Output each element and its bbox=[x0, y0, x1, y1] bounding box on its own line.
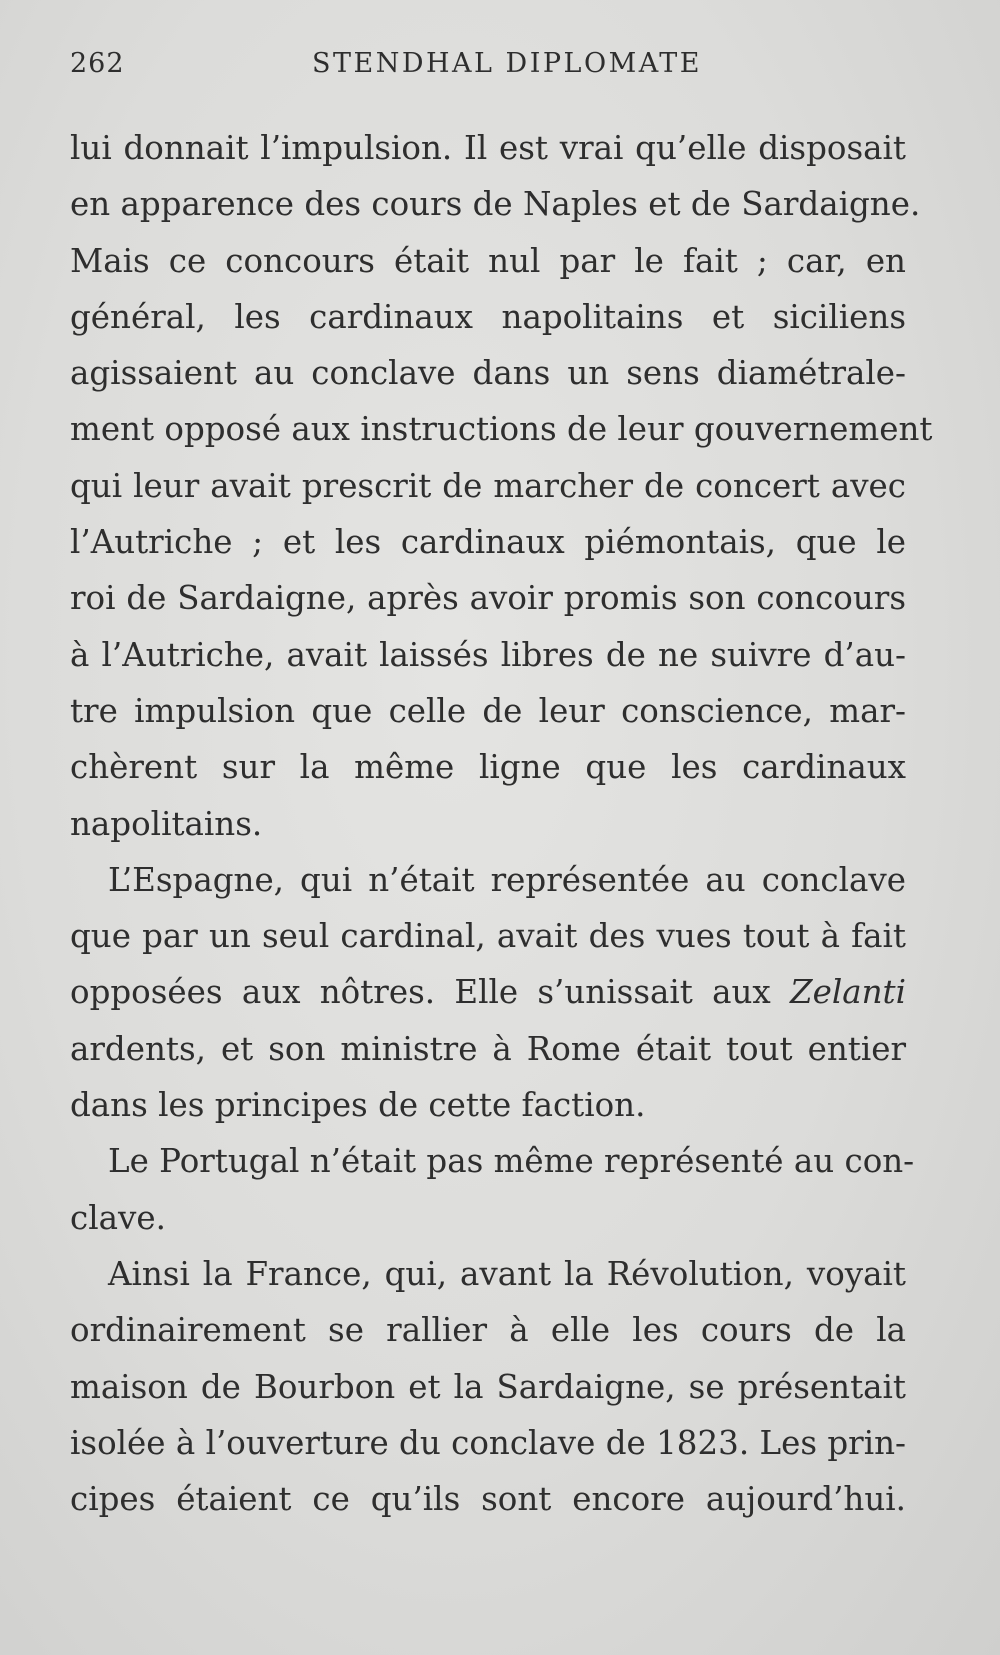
text-line: à l’Autriche, avait laissés libres de ne suivre d’au- bbox=[70, 635, 906, 674]
text-line: roi de Sardaigne, après avoir promis son concours bbox=[70, 579, 906, 618]
text-line: maison de Bourbon et la Sardaigne, se présentait bbox=[70, 1367, 906, 1406]
running-head bbox=[70, 48, 910, 88]
text-line-with-italic bbox=[70, 964, 906, 1020]
text-line: Ainsi la France, qui, avant la Révolution, voyait bbox=[108, 1254, 906, 1293]
text-line: agissaient au conclave dans un sens diamétrale- bbox=[70, 354, 906, 393]
text-line: napolitains. bbox=[70, 804, 263, 843]
text-line: clave. bbox=[70, 1198, 166, 1237]
text-line: ordinairement se rallier à elle les cours de la bbox=[70, 1311, 906, 1350]
text-line: L’Espagne, qui n’était représentée au conclave bbox=[108, 860, 906, 899]
body-text bbox=[70, 120, 933, 1527]
text-line: ardents, et son ministre à Rome était tout entier bbox=[70, 1029, 906, 1068]
text-line: chèrent sur la même ligne que les cardinaux bbox=[70, 748, 906, 787]
text-line: lui donnait l’impulsion. Il est vrai qu’elle disposait bbox=[70, 129, 906, 167]
text-line: Mais ce concours était nul par le fait ; car, en bbox=[70, 241, 906, 280]
text-line: dans les principes de cette faction. bbox=[70, 1086, 646, 1125]
text-line: cipes étaient ce qu’ils sont encore aujourd’hui. bbox=[70, 1480, 906, 1519]
running-title: STENDHAL DIPLOMATE bbox=[312, 48, 702, 79]
text-line: Le Portugal n’était pas même représenté au con- bbox=[108, 1142, 915, 1181]
text-line: en apparence des cours de Naples et de Sardaigne. bbox=[70, 185, 921, 224]
text-line: tre impulsion que celle de leur conscience, mar- bbox=[70, 691, 906, 730]
text-line: général, les cardinaux napolitains et siciliens bbox=[70, 297, 906, 336]
italic-term: Zelanti bbox=[790, 973, 906, 1012]
text-line: que par un seul cardinal, avait des vues tout à fait bbox=[70, 917, 906, 956]
text-segment: opposées aux nôtres. Elle s’unissait aux bbox=[70, 973, 771, 1012]
text-line: isolée à l’ouverture du conclave de 1823. Les prin- bbox=[70, 1423, 906, 1462]
text-line: qui leur avait prescrit de marcher de concert avec bbox=[70, 466, 906, 505]
text-line: ment opposé aux instructions de leur gouvernement bbox=[70, 410, 933, 449]
page-number: 262 bbox=[70, 48, 125, 79]
text-line: l’Autriche ; et les cardinaux piémontais, que le bbox=[70, 523, 906, 562]
